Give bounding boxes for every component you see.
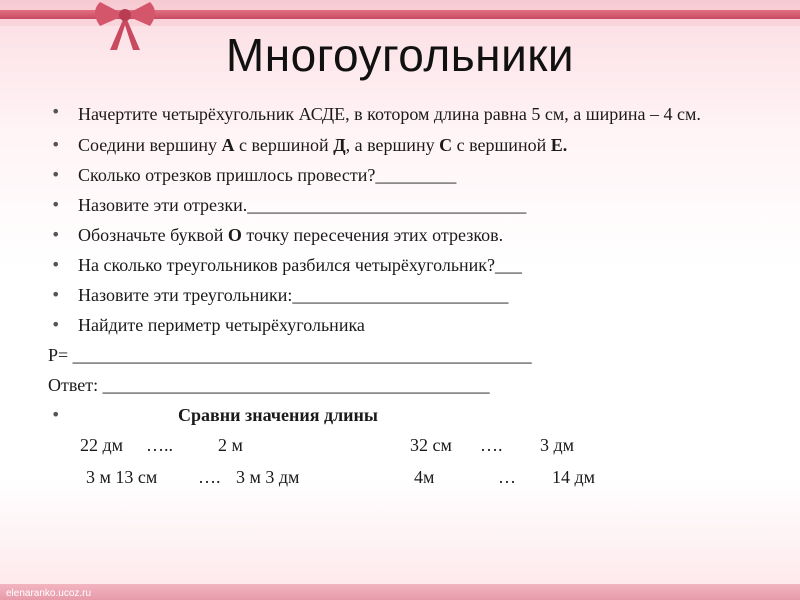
compare-dots: … — [498, 467, 516, 487]
perimeter-line: Р= ___________________________________________________ — [48, 345, 532, 365]
compare-row — [48, 430, 768, 462]
list-item: • Сколько отрезков пришлось провести?_________ — [48, 160, 768, 190]
list-item: • Найдите периметр четырёхугольника — [48, 310, 768, 340]
compare-value: 32 см — [410, 435, 452, 455]
compare-dots: ….. — [146, 435, 173, 455]
compare-row — [48, 462, 768, 494]
compare-heading-item — [48, 400, 768, 430]
list-item: • Соедини вершину А с вершиной Д, а вершину С с вершиной Е. — [48, 130, 768, 160]
slide-title: Многоугольники — [225, 29, 575, 81]
compare-value: 22 дм — [80, 435, 124, 455]
compare-value: 2 м — [218, 435, 243, 455]
answer-line: Ответ: ___________________________________________ — [48, 375, 490, 395]
compare-value: 3 м 3 дм — [236, 467, 300, 487]
list-item: • Назовите эти треугольники:________________________ — [48, 280, 768, 310]
bottom-stripe — [0, 584, 800, 600]
compare-value: 3 м 13 см — [86, 467, 158, 487]
list-item: • На сколько треугольников разбился четырёхугольник?___ — [48, 250, 768, 280]
list-item: • Назовите эти отрезки._______________________________ — [48, 190, 768, 220]
list-item: • Обозначьте буквой О точку пересечения этих отрезков. — [48, 220, 768, 250]
list-item: • Начертите четырёхугольник АСДЕ, в котором длина равна 5 см, а ширина – 4 см. — [48, 100, 768, 130]
task-list — [48, 100, 768, 430]
compare-dots: …. — [480, 435, 503, 455]
compare-value: 3 дм — [540, 435, 575, 455]
compare-heading: Сравни значения длины — [178, 405, 378, 425]
compare-dots: …. — [198, 467, 221, 487]
slide-content — [48, 100, 768, 494]
footer-url: elenaranko.ucoz.ru — [6, 588, 92, 599]
compare-value: 14 дм — [552, 467, 596, 487]
compare-value: 4м — [414, 467, 435, 487]
